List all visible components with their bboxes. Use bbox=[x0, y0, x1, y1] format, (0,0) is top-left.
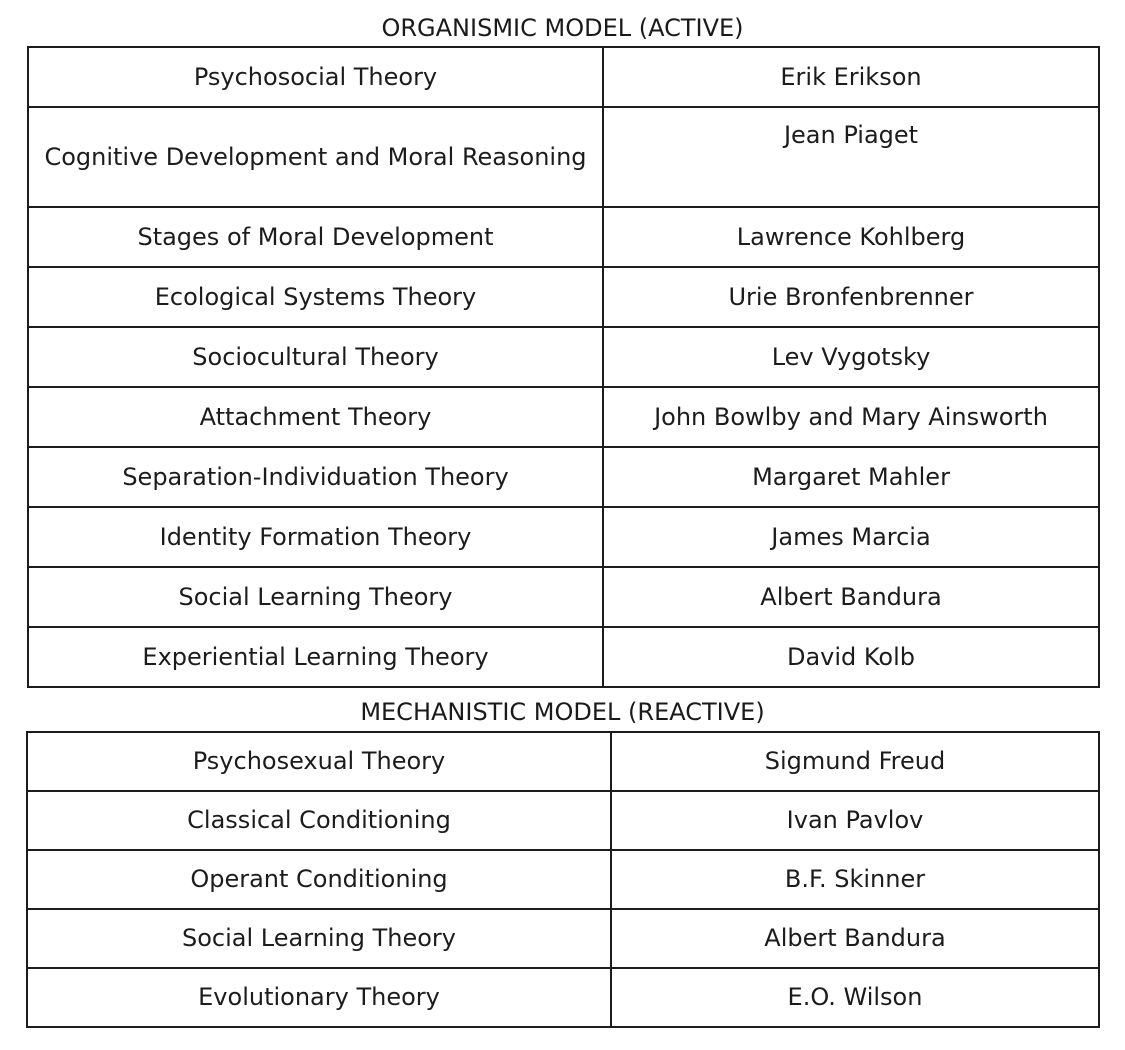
table-row bbox=[27, 850, 1099, 909]
organismic-theories-table bbox=[27, 46, 1100, 688]
theorist-cell: John Bowlby and Mary Ainsworth bbox=[603, 387, 1099, 447]
table-row bbox=[28, 47, 1099, 107]
table-row bbox=[28, 207, 1099, 267]
theory-cell: Psychosocial Theory bbox=[28, 47, 603, 107]
table-row bbox=[28, 627, 1099, 687]
mechanistic-model-title: MECHANISTIC MODEL (REACTIVE) bbox=[360, 698, 765, 726]
theorist-cell: B.F. Skinner bbox=[611, 850, 1099, 909]
theorist-cell: Lev Vygotsky bbox=[603, 327, 1099, 387]
theory-cell: Identity Formation Theory bbox=[28, 507, 603, 567]
theorist-cell: Lawrence Kohlberg bbox=[603, 207, 1099, 267]
theorist-cell: Erik Erikson bbox=[603, 47, 1099, 107]
theory-cell: Ecological Systems Theory bbox=[28, 267, 603, 327]
theorist-cell: Urie Bronfenbrenner bbox=[603, 267, 1099, 327]
theorist-cell: David Kolb bbox=[603, 627, 1099, 687]
theory-cell: Operant Conditioning bbox=[27, 850, 611, 909]
theorist-cell: Sigmund Freud bbox=[611, 732, 1099, 791]
mechanistic-theories-table bbox=[26, 731, 1100, 1028]
theory-cell: Social Learning Theory bbox=[28, 567, 603, 627]
table-row bbox=[27, 732, 1099, 791]
theory-cell: Cognitive Development and Moral Reasoning bbox=[28, 107, 603, 207]
organismic-model-title: ORGANISMIC MODEL (ACTIVE) bbox=[381, 14, 744, 42]
theory-cell: Separation-Individuation Theory bbox=[28, 447, 603, 507]
theory-cell: Stages of Moral Development bbox=[28, 207, 603, 267]
theory-cell: Experiential Learning Theory bbox=[28, 627, 603, 687]
theory-cell: Classical Conditioning bbox=[27, 791, 611, 850]
table-row bbox=[28, 447, 1099, 507]
theory-cell: Psychosexual Theory bbox=[27, 732, 611, 791]
table-row bbox=[27, 909, 1099, 968]
theorist-cell: E.O. Wilson bbox=[611, 968, 1099, 1027]
table-row bbox=[28, 267, 1099, 327]
theorist-cell: Jean Piaget bbox=[603, 107, 1099, 207]
theorist-cell: Albert Bandura bbox=[603, 567, 1099, 627]
theory-cell: Evolutionary Theory bbox=[27, 968, 611, 1027]
theory-cell: Sociocultural Theory bbox=[28, 327, 603, 387]
theorist-cell: Ivan Pavlov bbox=[611, 791, 1099, 850]
theorist-cell: Albert Bandura bbox=[611, 909, 1099, 968]
table-row bbox=[28, 107, 1099, 207]
table-row bbox=[27, 791, 1099, 850]
table-row bbox=[28, 327, 1099, 387]
table-row bbox=[28, 567, 1099, 627]
theory-cell: Attachment Theory bbox=[28, 387, 603, 447]
theorist-cell: Margaret Mahler bbox=[603, 447, 1099, 507]
theorist-cell: James Marcia bbox=[603, 507, 1099, 567]
table-row bbox=[28, 507, 1099, 567]
table-row bbox=[27, 968, 1099, 1027]
theory-cell: Social Learning Theory bbox=[27, 909, 611, 968]
table-row bbox=[28, 387, 1099, 447]
